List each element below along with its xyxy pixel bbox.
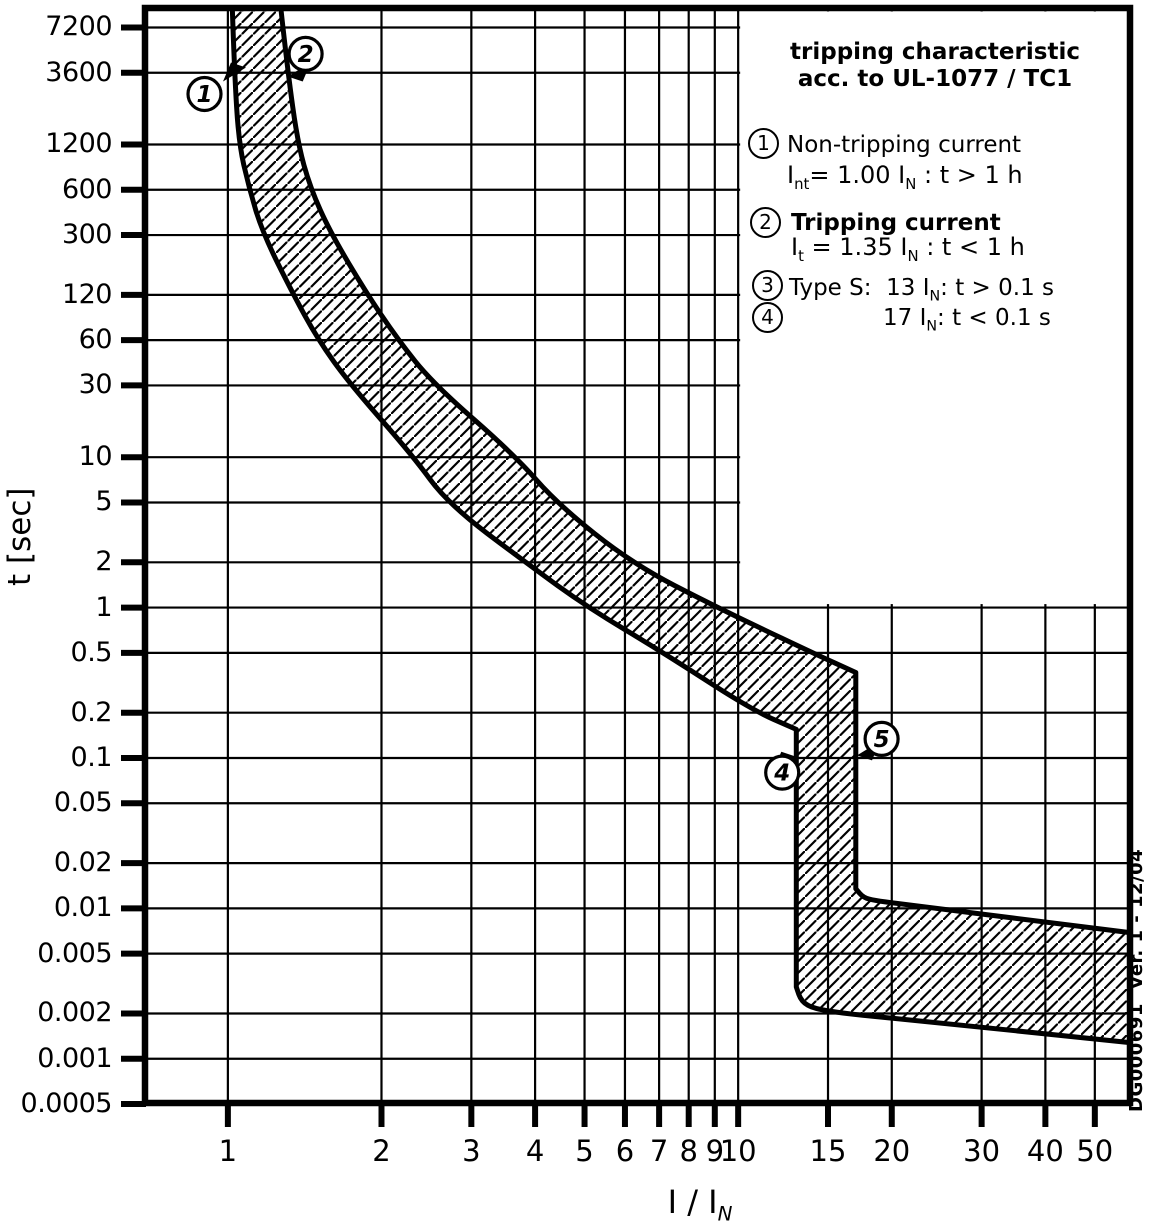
y-tick-label-0.002: 0.002 (37, 997, 112, 1029)
legend-item-4-text: 17 $I_N$: t < 0.1 s (883, 305, 1051, 335)
legend-number-1-icon: 1 (748, 128, 779, 159)
legend-number-2-icon: 2 (750, 207, 781, 238)
legend-item-1-formula: $I_{nt}= 1.00$ $I_N$ : t > 1 h (787, 161, 1023, 193)
y-tick-label-0.2: 0.2 (70, 696, 112, 728)
x-tick-label-20: 20 (873, 1134, 911, 1168)
y-tick-label-2: 2 (95, 546, 112, 578)
legend-number-4-icon: 4 (752, 302, 783, 333)
marker-2-number: 2 (297, 41, 314, 68)
y-tick-label-5: 5 (95, 486, 112, 518)
y-tick-label-3600: 3600 (45, 56, 112, 88)
legend-number-3-icon: 3 (752, 270, 783, 301)
y-tick-label-1: 1 (95, 591, 112, 623)
y-tick-label-7200: 7200 (45, 11, 112, 43)
x-tick-label-50: 50 (1076, 1134, 1114, 1168)
y-tick-label-300: 300 (61, 219, 112, 251)
x-tick-label-4: 4 (525, 1134, 545, 1168)
x-tick-label-30: 30 (963, 1134, 1001, 1168)
x-tick-label-1: 1 (218, 1134, 238, 1168)
legend-item-2-formula: $I_t = 1.35$ $I_N$ : t < 1 h (791, 233, 1025, 265)
marker-1-number: 1 (196, 82, 213, 108)
x-tick-label-7: 7 (649, 1134, 669, 1168)
marker-5-number: 5 (873, 726, 890, 753)
x-tick-label-10: 10 (719, 1134, 757, 1168)
y-tick-label-1200: 1200 (45, 128, 112, 160)
legend-title-line2: acc. to UL-1077 / TC1 (797, 66, 1073, 92)
x-tick-label-15: 15 (809, 1134, 847, 1168)
document-id-watermark: DG000691 Ver. 1 - 12/04 (1126, 848, 1147, 1112)
x-tick-label-8: 8 (679, 1134, 698, 1168)
y-tick-label-0.005: 0.005 (37, 937, 112, 969)
y-tick-label-600: 600 (61, 173, 112, 205)
legend-title-line1: tripping characteristic (790, 39, 1080, 65)
y-tick-label-30: 30 (78, 369, 112, 401)
y-tick-label-0.01: 0.01 (53, 892, 112, 924)
legend-item-2-heading: Tripping current (791, 210, 1001, 236)
x-tick-label-3: 3 (462, 1134, 481, 1168)
legend-item-1-heading: Non-tripping current (787, 132, 1022, 158)
y-tick-label-0.5: 0.5 (70, 636, 112, 668)
y-tick-label-10: 10 (78, 441, 112, 473)
marker-4-number: 4 (774, 760, 791, 787)
x-tick-label-40: 40 (1026, 1134, 1064, 1168)
x-tick-label-5: 5 (575, 1134, 594, 1168)
x-tick-label-9: 9 (705, 1134, 725, 1168)
x-tick-label-2: 2 (372, 1134, 391, 1168)
y-tick-label-120: 120 (61, 278, 112, 310)
y-axis-title: t [sec] (2, 487, 38, 586)
x-tick-label-6: 6 (615, 1134, 635, 1168)
y-tick-label-0.05: 0.05 (53, 787, 112, 819)
y-tick-label-0.0005: 0.0005 (20, 1088, 112, 1120)
legend-item-3-text: Type S: 13 $I_N$: t > 0.1 s (789, 275, 1054, 305)
y-tick-label-60: 60 (78, 324, 112, 356)
x-axis-title: I / $I_N$ (667, 1183, 733, 1223)
y-tick-label-0.02: 0.02 (53, 847, 112, 879)
y-tick-label-0.001: 0.001 (37, 1042, 112, 1074)
y-tick-label-0.1: 0.1 (70, 741, 112, 773)
legend-title (740, 39, 1130, 93)
